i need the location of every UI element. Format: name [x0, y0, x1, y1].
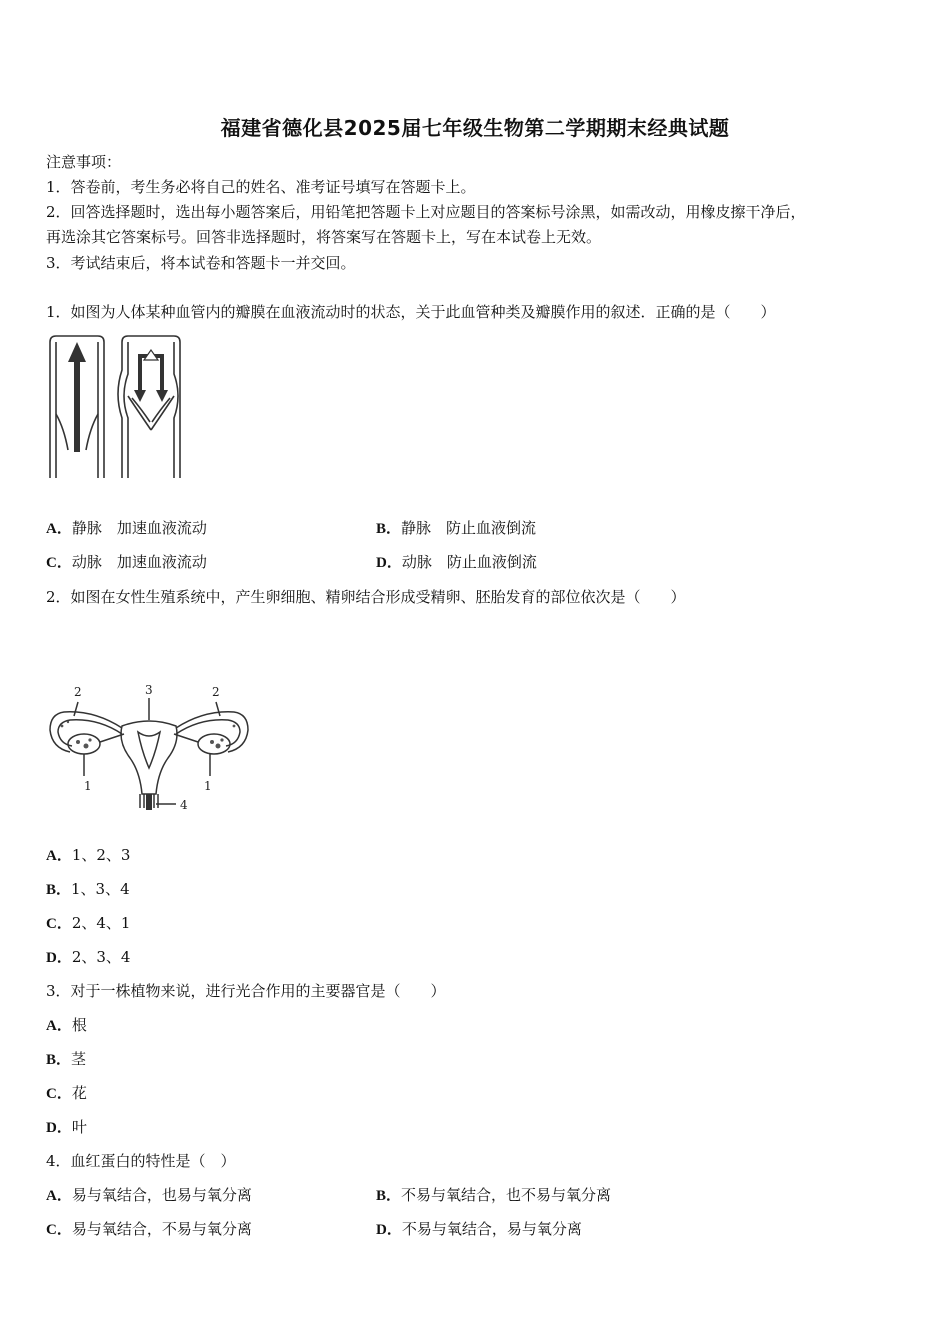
female-reproductive-figure — [44, 682, 254, 814]
figure-label: 2 — [74, 685, 82, 699]
question-3-option-b: B．茎 — [46, 1050, 87, 1068]
question-3-option-d: D．叶 — [46, 1118, 87, 1136]
note-item: 再选涂其它答案标号。回答非选择题时，将答案写在答题卡上，写在本试卷上无效。 — [46, 228, 602, 246]
figure-label: 2 — [212, 685, 220, 699]
question-2-option-a: A．1、2、3 — [46, 846, 131, 864]
question-1-option-a: A．静脉 加速血液流动 — [46, 519, 207, 537]
question-4-option-d: D．不易与氧结合，易与氧分离 — [376, 1220, 582, 1238]
figure-label: 1 — [84, 779, 92, 793]
question-1-option-c: C．动脉 加速血液流动 — [46, 553, 207, 571]
question-2-option-b: B．1、3、4 — [46, 880, 130, 898]
notes-heading: 注意事项： — [46, 153, 122, 171]
note-item: 3．考试结束后，将本试卷和答题卡一并交回。 — [46, 254, 356, 272]
question-1-option-d: D．动脉 防止血液倒流 — [376, 553, 537, 571]
question-4-stem: 4．血红蛋白的特性是（ ） — [46, 1152, 236, 1170]
question-3-option-a: A．根 — [46, 1016, 87, 1034]
question-2-option-d: D．2、3、4 — [46, 948, 131, 966]
note-item: 1．答卷前，考生务必将自己的姓名、准考证号填写在答题卡上。 — [46, 178, 476, 196]
note-item: 2．回答选择题时，选出每小题答案后，用铅笔把答题卡上对应题目的答案标号涂黑，如需改动，用橡皮擦干净后， — [46, 203, 806, 221]
question-4-option-c: C．易与氧结合，不易与氧分离 — [46, 1220, 252, 1238]
page-title: 福建省德化县2025届七年级生物第二学期期末经典试题 — [220, 116, 730, 140]
question-4-option-a: A．易与氧结合，也易与氧分离 — [46, 1186, 252, 1204]
question-3-stem: 3．对于一株植物来说，进行光合作用的主要器官是（ ） — [46, 982, 446, 1000]
question-4-option-b: B．不易与氧结合，也不易与氧分离 — [376, 1186, 612, 1204]
question-3-option-c: C．花 — [46, 1084, 87, 1102]
figure-label: 3 — [145, 683, 153, 697]
vein-valve-figure — [46, 334, 188, 484]
question-2-option-c: C．2、4、1 — [46, 914, 131, 932]
figure-label: 1 — [204, 779, 212, 793]
figure-label: 4 — [180, 798, 188, 812]
question-1-option-b: B．静脉 防止血液倒流 — [376, 519, 537, 537]
question-1-stem: 1．如图为人体某种血管内的瓣膜在血液流动时的状态，关于此血管种类及瓣膜作用的叙述．正确的是（ ） — [46, 303, 776, 321]
question-2-stem: 2．如图在女性生殖系统中，产生卵细胞、精卵结合形成受精卵、胚胎发育的部位依次是（ ） — [46, 588, 686, 606]
